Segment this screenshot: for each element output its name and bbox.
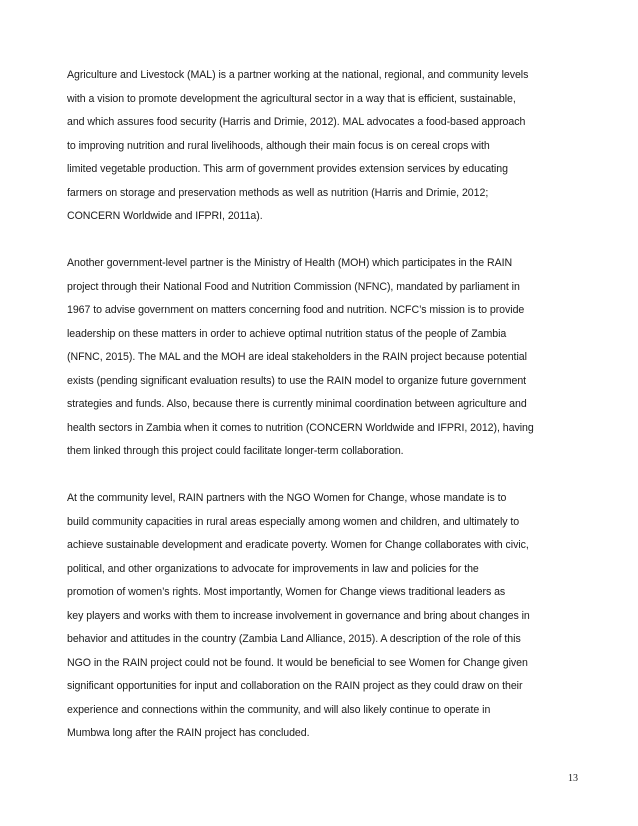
- paragraph-moh-partner: Another government-level partner is the Ministry of Health (MOH) which participates in the RAIN project through their National Food and Nutrition Commission (NFNC), mandated by parliament in 1967 to advise government on matters concerning food and nutrition. NCFC’s mission is to provide leadership on these matters in order to achieve optimal nutrition status of the people of Zambia (NFNC, 2015). The MAL and the MOH are ideal stakeholders in the RAIN project because potential exists (pending significant evaluation results) to use the RAIN model to organize future government strategies and funds. Also, because there is currently minimal coordination between agriculture and health sectors in Zambia when it comes to nutrition (CONCERN Worldwide and IFPRI, 2012), having them linked through this project could facilitate longer-term collaboration.: [67, 257, 534, 457]
- paragraph-mal-partner: Agriculture and Livestock (MAL) is a partner working at the national, regional, and community levels with a vision to promote development the agricultural sector in a way that is efficient, sustainable, and which assures food security (Harris and Drimie, 2012). MAL advocates a food-based approach to improving nutrition and rural livelihoods, although their main focus is on cereal crops with limited vegetable production. This arm of government provides extension services by educating farmers on storage and preservation methods as well as nutrition (Harris and Drimie, 2012; CONCERN Worldwide and IFPRI, 2011a).: [67, 69, 529, 222]
- page-number: 13: [568, 773, 578, 784]
- paragraph-community-partner: At the community level, RAIN partners with the NGO Women for Change, whose mandate is to build community capacities in rural areas especially among women and children, and ultimately to achieve sustainable development and eradicate poverty. Women for Change collaborates with civic, political, and other organizations to advocate for improvements in law and policies for the promotion of women’s rights. Most importantly, Women for Change views traditional leaders as key players and works with them to increase involvement in governance and bring about changes in behavior and attitudes in the country (Zambia Land Alliance, 2015). A description of the role of this NGO in the RAIN project could not be found. It would be beneficial to see Women for Change given significant opportunities for input and collaboration on the RAIN project as they could draw on their experience and connections within the community, and will also likely continue to operate in Mumbwa long after the RAIN project has concluded.: [67, 492, 530, 739]
- body-text: [67, 64, 581, 769]
